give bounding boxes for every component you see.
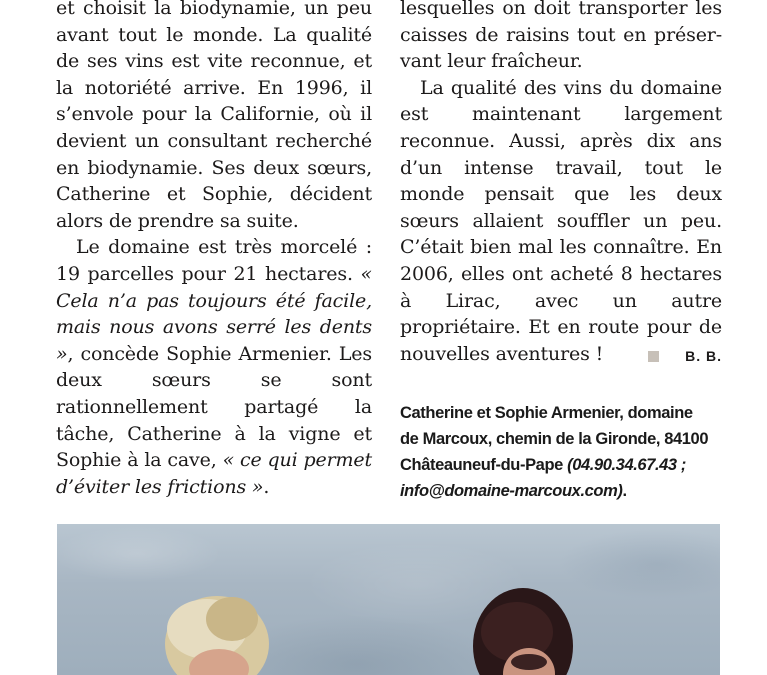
text-run: Le domaine est très morcelé : 19 parcelles pour 21 hectares. bbox=[56, 236, 372, 285]
text-run: . bbox=[263, 475, 270, 498]
text-line: avant tout le monde. La qualité bbox=[56, 23, 372, 46]
info-line: Catherine et Sophie Armenier, domaine bbox=[400, 404, 693, 422]
email-address: info@domaine-marcoux.com) bbox=[400, 482, 623, 500]
paragraph-right-1 bbox=[400, 0, 722, 75]
text-line: de ses vins est vite reconnue, et bbox=[56, 50, 372, 73]
square-bullet-icon bbox=[648, 351, 659, 362]
dark-haired-woman-figure bbox=[473, 588, 573, 675]
text-line: vant leur fraîcheur. bbox=[400, 50, 583, 73]
info-text: . bbox=[622, 482, 627, 500]
quote-text: « Cela n’a pas toujours été facile, mais nous avons serré les dents » bbox=[56, 262, 372, 365]
signature-text: B. B. bbox=[685, 347, 722, 364]
text-run: La qualité des vins du domaine est maintenant largement reconnue. Aussi, après dix ans d’un intense travail, tout le monde pensait que les deux sœurs allaient souffler un peu. C’était bien mal les connaître. En 2006, elles ont acheté 8 hectares à Lirac, avec un autre propriétaire. Et en route pour de nouvelles aventures ! bbox=[400, 76, 722, 365]
info-line bbox=[400, 452, 720, 478]
paragraph-left-1 bbox=[56, 0, 372, 234]
text-line: la notoriété arrive. En 1996, il bbox=[56, 76, 372, 99]
blonde-woman-figure bbox=[165, 596, 269, 675]
paragraph-left-2 bbox=[56, 234, 372, 500]
text-line: et choisit la biodynamie, un peu bbox=[56, 0, 372, 19]
text-run: , concède Sophie Armenier. Les deux sœurs se sont rationnellement partagé la tâche, Catherine à la vigne et Sophie à la cave, bbox=[56, 342, 372, 472]
phone-number: (04.90.34.67.43 ; bbox=[567, 456, 686, 474]
text-line: s’envole pour la Californie, où il bbox=[56, 103, 372, 126]
right-column bbox=[400, 0, 722, 369]
photo-figures bbox=[57, 524, 720, 675]
info-text: Châteauneuf-du-Pape bbox=[400, 456, 568, 474]
text-line: alors de prendre sa suite. bbox=[56, 209, 299, 232]
text-line: en biodynamie. Ses deux sœurs, bbox=[56, 156, 372, 179]
quote-text: « ce qui permet d’éviter les frictions » bbox=[56, 449, 372, 498]
info-line: de Marcoux, chemin de la Gironde, 84100 bbox=[400, 430, 709, 448]
text-line: lesquelles on doit transporter les bbox=[400, 0, 722, 19]
left-column bbox=[56, 0, 372, 500]
paragraph-right-2 bbox=[400, 75, 722, 368]
info-line bbox=[400, 478, 720, 504]
text-line: Catherine et Sophie, décident bbox=[56, 183, 372, 206]
text-line: devient un consultant recherché bbox=[56, 129, 372, 152]
text-line: caisses de raisins tout en préser- bbox=[400, 23, 722, 46]
author-signature bbox=[648, 343, 722, 370]
photo-armenier-sisters bbox=[57, 524, 720, 675]
domain-contact-info bbox=[400, 400, 720, 504]
